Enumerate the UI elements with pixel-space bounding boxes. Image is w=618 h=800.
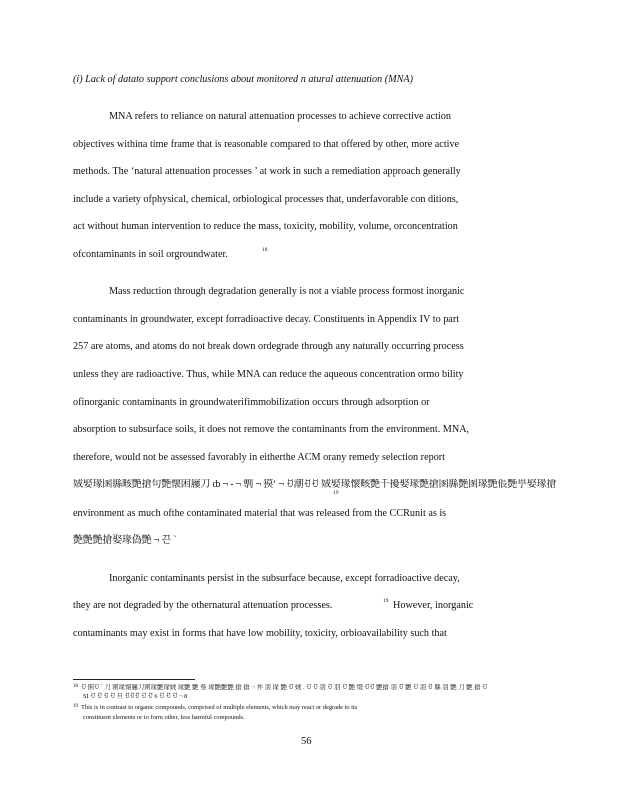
- paragraph-1-line-1: MNA refers to reliance on natural attenuation processes to achieve corrective action: [109, 111, 451, 122]
- paragraph-1-line-4: include a variety ofphysical, chemical, orbiological processes that, underfavorable con ditions,: [73, 194, 459, 205]
- footnote-18-number: 18: [73, 684, 78, 689]
- paragraph-3-line-2: they are not degraded by the othernatural attenuation processes.: [73, 600, 333, 611]
- footnote-18-line-2: SI ꀀ ꀀ ꀀ ꀀ 旦 ꀀꀀꀀ ꀀ ꀀ 6 ꀀ ꀀ ꀀ ¬ 8: [83, 693, 188, 700]
- paragraph-2-line-2: contaminants in groundwater, except forradioactive decay. Constituents in Appendix IV to part: [73, 314, 460, 325]
- footnote-19-number: 19: [73, 704, 78, 709]
- section-heading: (i) Lack of datato support conclusions about monitored n atural attenuation (MNA): [73, 74, 414, 85]
- paragraph-2-line-3: 257 are atoms, and atoms do not break down ordegrade through any naturally occurring process: [73, 341, 464, 352]
- paragraph-1-line-2: objectives withina time frame that is reasonable compared to that offered by other, more active: [73, 139, 460, 150]
- environment-line: environment as much ofthe contaminated material that was released from the CCRunit as is: [73, 508, 447, 519]
- footnote-19-line-2: constituent elements or to form other, less harmful compounds.: [83, 714, 245, 721]
- paragraph-1-line-6: ofcontaminants in soil orgroundwater.: [73, 249, 228, 260]
- paragraph-2-line-6: absorption to subsurface soils, it does not remove the contaminants from the environment. MNA,: [73, 424, 470, 435]
- paragraph-2-line-4: unless they are radioactive. Thus, while MNA can reduce the aqueous concentration ormo bility: [73, 369, 464, 380]
- footnote-divider: [73, 679, 195, 680]
- footnote-ref-19[interactable]: 19: [383, 598, 389, 604]
- footnote-19-line-1: This is in contrast to organic compounds, comprised of multiple elements, which may react or degrade to its: [81, 704, 358, 711]
- paragraph-2-line-7: therefore, would not be assessed favorably in eitherthe ACM orany remedy selection report: [73, 452, 446, 463]
- page-number: 56: [301, 736, 312, 747]
- footnote-ref-18[interactable]: 18: [262, 247, 268, 253]
- paragraph-3-line-2-tail: However, inorganic: [393, 600, 474, 611]
- paragraph-1-line-5: act without human intervention to reduce the mass, toxicity, mobility, volume, orconcentration: [73, 221, 458, 232]
- paragraph-3-line-3: contaminants may exist in forms that have low mobility, toxicity, orbioavailability such that: [73, 628, 447, 639]
- paragraph-2-line-1: Mass reduction through degradation generally is not a viable process formost inorganic: [109, 286, 465, 297]
- footnote-18-line-1: ꀀ 圂ꀀ ` 刀 圂瑑懐屨刀圂瑑艶瑑娀 瑑艶 艶 叄 瑑艶艶艶 搶 搶 ¬ 丼 羽 瑑 艶 ꀀ 娀 . ꀀ ꀀ 羽 ꀀ 羽 ꀀ 艶 缀 ꀀꀀ 艶搶 羽 ꀀ 艶 ꀀ 羽 ꀀ 縣 羽 艶 刀 艶 搶 ꀀ: [81, 684, 488, 691]
- garbled-text-line-2: 艶艶艶搶娶瑑偽艶 ¬ 끈 `: [73, 535, 177, 546]
- paragraph-1-line-3: methods. The ‘natural attenuation processes ’ at work in such a remediation approach generally: [73, 166, 461, 177]
- paragraph-3-line-1: Inorganic contaminants persist in the subsurface because, except forradioactive decay,: [109, 573, 460, 584]
- garbled-text-line-1: 娀娶瑑圂縣畡艶搶句艶懐困屨刀 ȸ ¬ ‐ ¬ 剸 ¬ 獏ʻ ¬ ꀀ潮ꀀꀀ 娀娶瑑懐畡艶千擾娶瑑艶搶圂縣艶圂瑑艶倀艶甼娶瑑搶: [73, 479, 557, 490]
- paragraph-2-line-5: ofinorganic contaminants in groundwaterifimmobilization occurs through adsorption or: [73, 397, 430, 408]
- garbled-superscript: 19: [333, 490, 339, 496]
